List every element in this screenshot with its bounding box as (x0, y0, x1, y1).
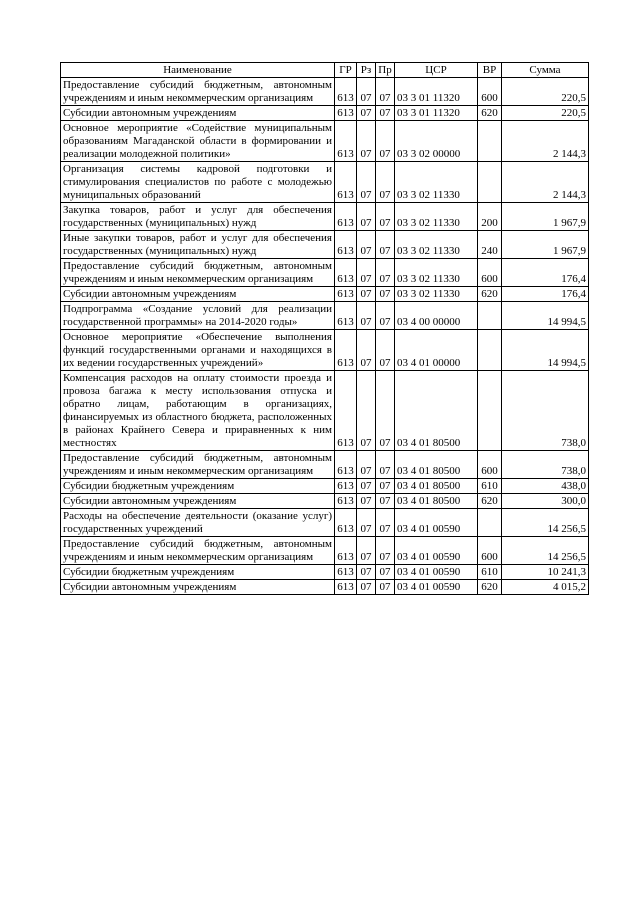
cell-name: Закупка товаров, работ и услуг для обеспечения государственных (муниципальных) нужд (61, 203, 335, 231)
table-row (61, 78, 589, 106)
cell-gr: 613 (335, 451, 357, 479)
cell-name: Основное мероприятие «Обеспечение выполнения функций государственными органами и находящихся в их ведении государственных учреждений» (61, 330, 335, 371)
cell-csr: 03 4 01 00590 (395, 565, 478, 580)
cell-rz: 07 (357, 371, 376, 451)
cell-rz: 07 (357, 537, 376, 565)
cell-csr: 03 3 01 11320 (395, 106, 478, 121)
cell-vr: 620 (478, 494, 502, 509)
cell-vr: 610 (478, 479, 502, 494)
cell-name: Предоставление субсидий бюджетным, автономным учреждениям и иным некоммерческим организациям (61, 259, 335, 287)
cell-vr: 240 (478, 231, 502, 259)
cell-gr: 613 (335, 330, 357, 371)
table-row (61, 371, 589, 451)
cell-csr: 03 4 01 00000 (395, 330, 478, 371)
table-row (61, 537, 589, 565)
cell-pr: 07 (376, 203, 395, 231)
header-row (61, 63, 589, 78)
cell-sum: 4 015,2 (502, 580, 589, 595)
table-row (61, 106, 589, 121)
cell-vr (478, 330, 502, 371)
cell-rz: 07 (357, 162, 376, 203)
cell-vr: 600 (478, 451, 502, 479)
table-row (61, 330, 589, 371)
cell-sum: 10 241,3 (502, 565, 589, 580)
table-row (61, 494, 589, 509)
cell-gr: 613 (335, 287, 357, 302)
cell-gr: 613 (335, 479, 357, 494)
cell-sum: 438,0 (502, 479, 589, 494)
cell-csr: 03 3 02 11330 (395, 259, 478, 287)
table-row (61, 231, 589, 259)
cell-name: Субсидии автономным учреждениям (61, 580, 335, 595)
cell-sum: 14 994,5 (502, 330, 589, 371)
cell-vr: 620 (478, 106, 502, 121)
cell-vr: 610 (478, 565, 502, 580)
cell-sum: 220,5 (502, 78, 589, 106)
cell-pr: 07 (376, 330, 395, 371)
cell-rz: 07 (357, 479, 376, 494)
cell-csr: 03 3 02 11330 (395, 231, 478, 259)
cell-sum: 738,0 (502, 451, 589, 479)
cell-vr (478, 121, 502, 162)
cell-rz: 07 (357, 121, 376, 162)
cell-csr: 03 4 01 80500 (395, 479, 478, 494)
cell-name: Подпрограмма «Создание условий для реализации государственной программы» на 2014-2020 годы» (61, 302, 335, 330)
cell-vr: 620 (478, 580, 502, 595)
cell-gr: 613 (335, 509, 357, 537)
cell-pr: 07 (376, 494, 395, 509)
header-vr: ВР (478, 63, 502, 78)
cell-name: Субсидии автономным учреждениям (61, 287, 335, 302)
cell-pr: 07 (376, 479, 395, 494)
cell-sum: 2 144,3 (502, 121, 589, 162)
cell-pr: 07 (376, 451, 395, 479)
cell-rz: 07 (357, 203, 376, 231)
cell-name: Предоставление субсидий бюджетным, автономным учреждениям и иным некоммерческим организациям (61, 78, 335, 106)
table-row (61, 479, 589, 494)
cell-pr: 07 (376, 121, 395, 162)
cell-rz: 07 (357, 78, 376, 106)
cell-gr: 613 (335, 162, 357, 203)
cell-gr: 613 (335, 259, 357, 287)
cell-gr: 613 (335, 537, 357, 565)
cell-rz: 07 (357, 231, 376, 259)
cell-vr: 600 (478, 537, 502, 565)
cell-sum: 220,5 (502, 106, 589, 121)
cell-sum: 738,0 (502, 371, 589, 451)
cell-name: Организация системы кадровой подготовки и стимулирования специалистов по работе с молодежью муниципальных образований (61, 162, 335, 203)
cell-pr: 07 (376, 565, 395, 580)
cell-pr: 07 (376, 509, 395, 537)
table-header (61, 63, 589, 78)
cell-csr: 03 4 01 80500 (395, 451, 478, 479)
cell-csr: 03 3 01 11320 (395, 78, 478, 106)
cell-sum: 1 967,9 (502, 203, 589, 231)
cell-vr: 600 (478, 78, 502, 106)
cell-rz: 07 (357, 106, 376, 121)
table-row (61, 203, 589, 231)
table-row (61, 580, 589, 595)
cell-name: Субсидии автономным учреждениям (61, 494, 335, 509)
cell-gr: 613 (335, 231, 357, 259)
cell-vr: 600 (478, 259, 502, 287)
table-row (61, 259, 589, 287)
cell-name: Предоставление субсидий бюджетным, автономным учреждениям и иным некоммерческим организациям (61, 451, 335, 479)
cell-pr: 07 (376, 580, 395, 595)
cell-sum: 2 144,3 (502, 162, 589, 203)
header-sum: Сумма (502, 63, 589, 78)
header-name: Наименование (61, 63, 335, 78)
cell-gr: 613 (335, 121, 357, 162)
cell-vr: 620 (478, 287, 502, 302)
table-row (61, 302, 589, 330)
cell-vr (478, 371, 502, 451)
cell-gr: 613 (335, 203, 357, 231)
cell-name: Расходы на обеспечение деятельности (оказание услуг) государственных учреждений (61, 509, 335, 537)
cell-gr: 613 (335, 371, 357, 451)
cell-vr (478, 162, 502, 203)
table-body (61, 78, 589, 595)
cell-csr: 03 4 01 80500 (395, 494, 478, 509)
cell-pr: 07 (376, 259, 395, 287)
cell-name: Субсидии бюджетным учреждениям (61, 479, 335, 494)
table-row (61, 287, 589, 302)
cell-gr: 613 (335, 302, 357, 330)
cell-csr: 03 3 02 11330 (395, 287, 478, 302)
budget-table (60, 62, 589, 595)
cell-pr: 07 (376, 302, 395, 330)
cell-pr: 07 (376, 287, 395, 302)
header-csr: ЦСР (395, 63, 478, 78)
cell-rz: 07 (357, 330, 376, 371)
cell-rz: 07 (357, 509, 376, 537)
table-row (61, 451, 589, 479)
table-row (61, 121, 589, 162)
cell-name: Компенсация расходов на оплату стоимости проезда и провоза багажа к месту использования отпуска и обратно лицам, работающим в организациях, финансируемых из областного бюджета, расположенных в районах Крайнего Севера и приравненных к ним местностях (61, 371, 335, 451)
cell-csr: 03 4 01 00590 (395, 537, 478, 565)
cell-rz: 07 (357, 451, 376, 479)
cell-csr: 03 3 02 00000 (395, 121, 478, 162)
cell-sum: 300,0 (502, 494, 589, 509)
cell-vr: 200 (478, 203, 502, 231)
cell-rz: 07 (357, 302, 376, 330)
cell-name: Основное мероприятие «Содействие муниципальным образованиям Магаданской области в формировании и реализации молодежной политики» (61, 121, 335, 162)
cell-csr: 03 4 01 00590 (395, 580, 478, 595)
cell-gr: 613 (335, 580, 357, 595)
cell-pr: 07 (376, 231, 395, 259)
cell-pr: 07 (376, 537, 395, 565)
cell-gr: 613 (335, 106, 357, 121)
cell-sum: 14 994,5 (502, 302, 589, 330)
cell-csr: 03 4 00 00000 (395, 302, 478, 330)
cell-csr: 03 3 02 11330 (395, 162, 478, 203)
cell-gr: 613 (335, 565, 357, 580)
cell-rz: 07 (357, 259, 376, 287)
cell-gr: 613 (335, 494, 357, 509)
table-row (61, 509, 589, 537)
cell-vr (478, 302, 502, 330)
cell-csr: 03 4 01 00590 (395, 509, 478, 537)
cell-sum: 176,4 (502, 259, 589, 287)
cell-pr: 07 (376, 371, 395, 451)
table-row (61, 565, 589, 580)
cell-rz: 07 (357, 580, 376, 595)
header-gr: ГР (335, 63, 357, 78)
cell-name: Предоставление субсидий бюджетным, автономным учреждениям и иным некоммерческим организациям (61, 537, 335, 565)
cell-sum: 14 256,5 (502, 537, 589, 565)
table-row (61, 162, 589, 203)
cell-rz: 07 (357, 287, 376, 302)
cell-pr: 07 (376, 106, 395, 121)
cell-rz: 07 (357, 494, 376, 509)
cell-rz: 07 (357, 565, 376, 580)
header-rz: Рз (357, 63, 376, 78)
cell-name: Иные закупки товаров, работ и услуг для обеспечения государственных (муниципальных) нужд (61, 231, 335, 259)
cell-vr (478, 509, 502, 537)
cell-sum: 176,4 (502, 287, 589, 302)
cell-sum: 1 967,9 (502, 231, 589, 259)
cell-pr: 07 (376, 162, 395, 203)
cell-pr: 07 (376, 78, 395, 106)
cell-name: Субсидии автономным учреждениям (61, 106, 335, 121)
cell-sum: 14 256,5 (502, 509, 589, 537)
cell-csr: 03 4 01 80500 (395, 371, 478, 451)
cell-gr: 613 (335, 78, 357, 106)
header-pr: Пр (376, 63, 395, 78)
cell-csr: 03 3 02 11330 (395, 203, 478, 231)
cell-name: Субсидии бюджетным учреждениям (61, 565, 335, 580)
